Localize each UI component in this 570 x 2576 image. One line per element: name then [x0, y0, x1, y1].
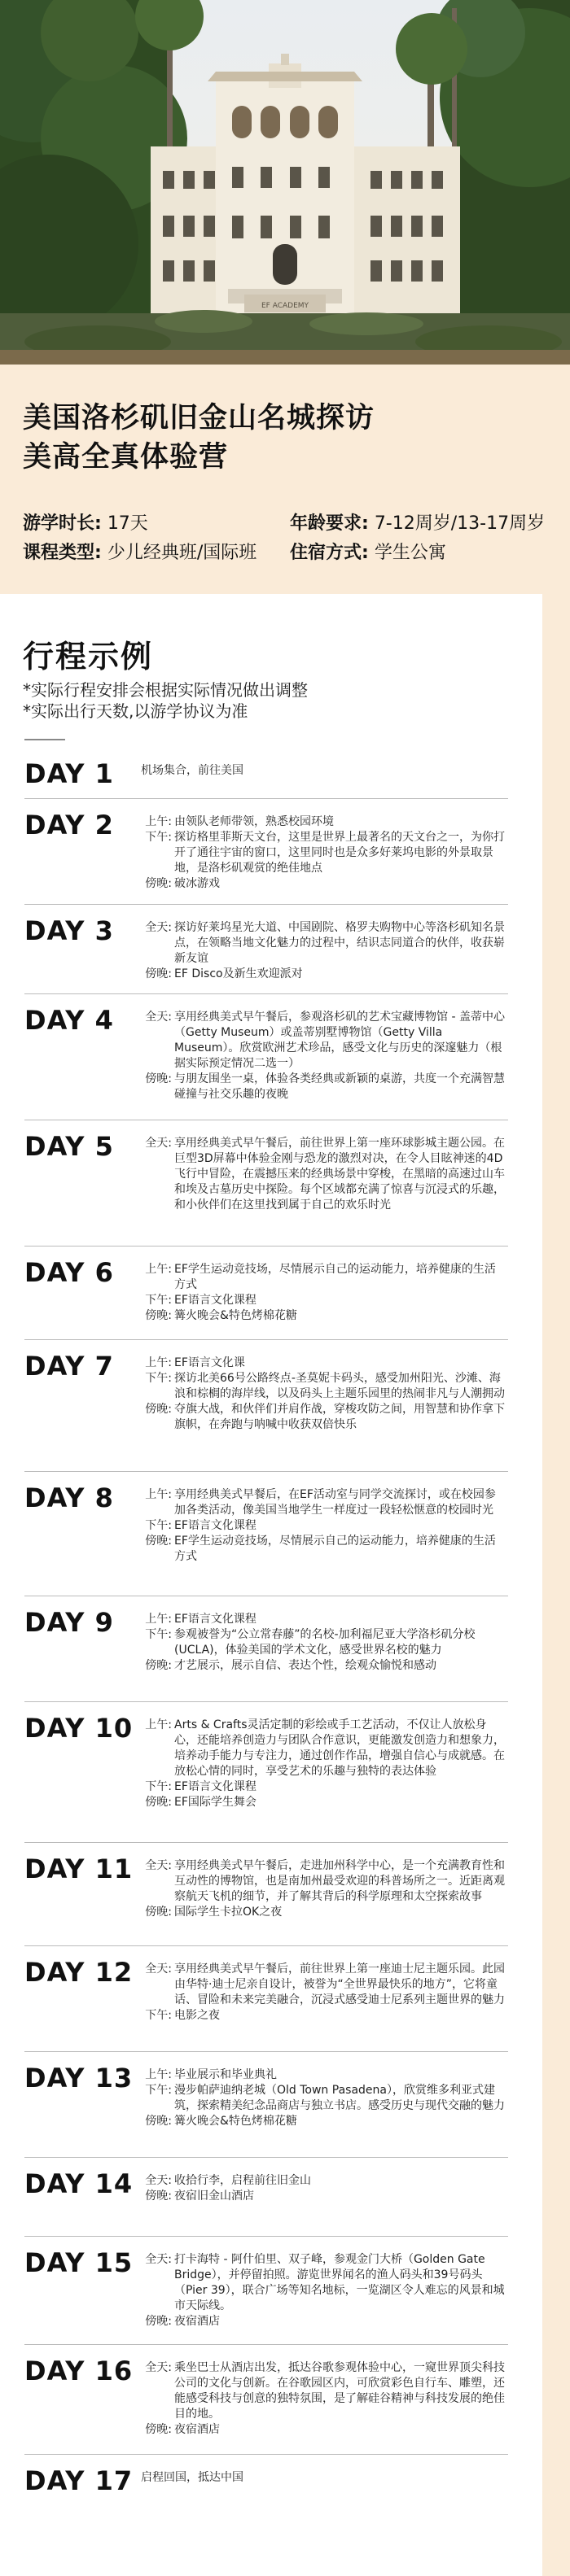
schedule-row [138, 1072, 505, 1102]
day-schedule [138, 1262, 505, 1324]
activity-text: Arts & Crafts灵活定制的彩绘或手工艺活动，不仅让人放松身心，还能培养创造力与团队合作意识，更能激发创造力和想象力，培养动手能力与专注力，通过创作作品，增强自信心与成就感。在放松心情的同时，享受艺术的乐趣与独特的表达体验 [174, 1718, 505, 1778]
day-schedule [138, 920, 505, 982]
schedule-row [138, 2189, 505, 2204]
time-of-day: 傍晚: [145, 1072, 172, 1085]
schedule-row [138, 814, 505, 830]
time-of-day: 全天: [145, 1137, 172, 1150]
time-of-day: 上午: [145, 1356, 172, 1369]
duration-label: 游学时长: [23, 513, 102, 534]
day-label: DAY 6 [24, 1257, 114, 1288]
time-of-day: 全天: [145, 1011, 172, 1024]
activity-text: 探访格里菲斯天文台，这里是世界上最著名的天文台之一，为你打开了通往宇宙的窗口，这里同时也是众多好莱坞电影的外景取景地，是洛杉矶观赏的绝佳地点 [174, 831, 505, 875]
hero-photo [0, 0, 570, 365]
schedule-row [138, 1779, 505, 1795]
activity-text: 夺旗大战，和伙伴们并肩作战，穿梭攻防之间，用智慧和协作拿下旗帜，在奔跑与呐喊中收获双倍快乐 [174, 1403, 505, 1431]
itinerary-note: *实际行程安排会根据实际情况做出调整 [23, 680, 308, 700]
activity-text: EF语言文化课程 [174, 1294, 256, 1307]
time-of-day: 傍晚: [145, 1535, 172, 1548]
activity-text: 乘坐巴士从酒店出发，抵达谷歌参观体验中心，一窥世界顶尖科技公司的文化与创新。在谷歌园区内，可欣赏彩色自行车、雕塑，还能感受科技与创意的独特氛围，是了解硅谷精神与科技发展的绝佳目的地。 [174, 2361, 505, 2421]
schedule-row [138, 830, 505, 876]
day-divider [24, 1246, 508, 1247]
day-divider [24, 2051, 508, 2052]
activity-text: EF语言文化课程 [174, 1613, 256, 1626]
course-value: 少儿经典班/国际班 [107, 543, 257, 563]
day-label: DAY 8 [24, 1482, 114, 1513]
time-of-day: 全天: [145, 2174, 172, 2187]
activity-text: 探访好莱坞星光大道、中国剧院、格罗夫购物中心等洛杉矶知名景点，在领略当地文化魅力的过程中，结识志同道合的伙伴，收获崭新友谊 [174, 921, 505, 965]
schedule-row [138, 1858, 505, 1905]
day-label: DAY 9 [24, 1607, 114, 1638]
day-schedule [138, 1010, 505, 1102]
schedule-row [138, 2114, 505, 2129]
activity-text: 探访北美66号公路终点-圣莫妮卡码头，感受加州阳光、沙滩、海浪和棕榈的海岸线，以及码头上主题乐园里的热闹非凡与人潮拥动 [174, 1372, 505, 1400]
schedule-row [138, 1534, 505, 1565]
itinerary-title: 行程示例 [23, 639, 154, 675]
activity-text: 享用经典美式早午餐后，前往世界上第一座环球影城主题公园。在巨型3D屏幕中体验金刚与恐龙的激烈对决，在令人目眩神迷的4D飞行中冒险，在震撼压来的经典场景中穿梭，在黑暗的高速过山车和埃及古墓历史中探险。每个区域都充满了惊喜与沉浸式的乐趣，和小伙伴们在这里找到属于自己的欢乐时光 [174, 1137, 505, 1212]
time-of-day: 傍晚: [145, 1309, 172, 1322]
time-of-day: 傍晚: [145, 967, 172, 980]
activity-text: 篝火晚会&特色烤棉花糖 [174, 2115, 297, 2128]
day-label: DAY 11 [24, 1853, 134, 1884]
schedule-row [138, 2252, 505, 2314]
itinerary-note: *实际出行天数,以游学协议为准 [23, 701, 248, 721]
activity-text: 启程回国，抵达中国 [141, 2471, 243, 2484]
activity-text: 享用经典美式早午餐后，参观洛杉矶的艺术宝藏博物馆 - 盖蒂中心（Getty Museum）或盖蒂别墅博物馆（Getty Villa Museum）。欣赏欧洲艺术珍品，感受文化与历史的深邃魅力（根据实际预定情况二选一） [174, 1011, 505, 1070]
schedule-row [138, 2173, 505, 2189]
day-divider [24, 1339, 508, 1340]
activity-text: 篝火晚会&特色烤棉花糖 [174, 1309, 297, 1322]
time-of-day: 全天: [145, 2253, 172, 2266]
activity-text: EF语言文化课 [174, 1356, 245, 1369]
program-title [23, 399, 375, 477]
time-of-day: 上午: [145, 2068, 172, 2081]
schedule-row [138, 1402, 505, 1433]
day-label: DAY 5 [24, 1131, 114, 1162]
activity-text: 参观被誉为“公立常春藤”的名校-加利福尼亚大学洛杉矶分校(UCLA)，体验美国的学术文化，感受世界名校的魅力 [174, 1628, 476, 1657]
activity-text: 收拾行李，启程前往旧金山 [174, 2174, 311, 2187]
schedule-row [138, 1905, 505, 1920]
activity-text: 毕业展示和毕业典礼 [174, 2068, 277, 2081]
duration-value: 17天 [107, 513, 148, 534]
activity-text: 才艺展示，展示自信、表达个性，绘观众愉悦和感动 [174, 1659, 436, 1672]
activity-text: 机场集合，前往美国 [141, 764, 243, 777]
schedule-row [138, 2083, 505, 2114]
time-of-day: 全天: [145, 2361, 172, 2374]
schedule-row [138, 2314, 505, 2329]
day-divider [24, 2454, 508, 2455]
day-divider [24, 798, 508, 799]
day-schedule [138, 1136, 505, 1213]
day-divider [24, 2157, 508, 2158]
activity-text: 破冰游戏 [174, 877, 220, 890]
activity-text: 享用经典美式早餐后，在EF活动室与同学交流探讨，或在校园参加各类活动，像美国当地学生一样度过一段轻松惬意的校园时光 [174, 1488, 496, 1517]
day-divider [24, 1842, 508, 1843]
day-label: DAY 4 [24, 1005, 114, 1036]
activity-text: 由领队老师带领，熟悉校园环境 [174, 815, 334, 828]
activity-text: EF学生运动竞技场，尽情展示自己的运动能力，培养健康的生活方式 [174, 1263, 496, 1291]
time-of-day: 下午: [145, 2009, 172, 2022]
day-divider [24, 1471, 508, 1472]
stay-value: 学生公寓 [374, 543, 446, 563]
day-schedule [138, 1962, 505, 2024]
day-schedule [138, 1858, 505, 1920]
time-of-day: 傍晚: [145, 877, 172, 890]
schedule-row [138, 1308, 505, 1324]
time-of-day: 上午: [145, 815, 172, 828]
activity-text: 夜宿酒店 [174, 2315, 220, 2328]
schedule-row [138, 1795, 505, 1810]
age-label: 年龄要求: [290, 513, 369, 534]
activity-text: 国际学生卡拉OK之夜 [174, 1906, 283, 1919]
schedule-row [138, 1658, 505, 1674]
time-of-day: 傍晚: [145, 1659, 172, 1672]
day-label: DAY 14 [24, 2168, 134, 2199]
activity-text: 享用经典美式早午餐后，走进加州科学中心，是一个充满教育性和互动性的博物馆，也是南加州最受欢迎的科普场所之一。近距离观察航天飞机的细节，并了解其背后的科学原理和太空探索故事 [174, 1859, 505, 1903]
time-of-day: 傍晚: [145, 1906, 172, 1919]
day-divider [24, 904, 508, 905]
activity-text: 夜宿酒店 [174, 2423, 220, 2436]
time-of-day: 下午: [145, 1628, 172, 1641]
day-schedule [138, 2360, 505, 2438]
time-of-day: 下午: [145, 1294, 172, 1307]
activity-text: EF学生运动竞技场，尽情展示自己的运动能力，培养健康的生活方式 [174, 1535, 496, 1563]
time-of-day: 上午: [145, 1613, 172, 1626]
schedule-row [138, 1718, 505, 1779]
schedule-row [138, 1371, 505, 1402]
day-label: DAY 13 [24, 2063, 134, 2094]
time-of-day: 全天: [145, 921, 172, 934]
day-schedule [138, 2173, 505, 2204]
day-label: DAY 12 [24, 1957, 134, 1988]
time-of-day: 上午: [145, 1488, 172, 1501]
day-label: DAY 17 [24, 2465, 134, 2496]
day-schedule [138, 2470, 505, 2486]
time-of-day: 傍晚: [145, 1403, 172, 1416]
decorative-strip [542, 594, 570, 2576]
day-divider [24, 2236, 508, 2237]
day-schedule [138, 814, 505, 892]
time-of-day: 上午: [145, 1263, 172, 1276]
day-schedule [138, 2067, 505, 2129]
activity-text: EF语言文化课程 [174, 1519, 256, 1532]
activity-text: EF国际学生舞会 [174, 1796, 256, 1809]
time-of-day: 下午: [145, 1372, 172, 1385]
time-of-day: 傍晚: [145, 2315, 172, 2328]
title-line-2: 美高全真体验营 [23, 441, 229, 474]
campus-building-image [0, 0, 570, 365]
day-label: DAY 2 [24, 810, 114, 840]
time-of-day: 傍晚: [145, 1796, 172, 1809]
day-label: DAY 15 [24, 2247, 134, 2278]
schedule-row [138, 2008, 505, 2024]
activity-text: 打卡海特 - 阿什伯里、双子峰，参观金门大桥（Golden Gate Bridge），并停留拍照。游览世界闻名的渔人码头和39号码头（Pier 39），联合广场等知名地标，一览湖区令人难忘的风景和城市天际线。 [174, 2253, 505, 2312]
time-of-day: 傍晚: [145, 2423, 172, 2436]
day-label: DAY 7 [24, 1351, 114, 1382]
activity-text: 漫步帕萨迪纳老城（Old Town Pasadena），欣赏维多利亚式建筑，探索精美纪念品商店与独立书店。感受历史与现代交融的魅力 [174, 2084, 505, 2112]
day-divider [24, 2344, 508, 2345]
day-label: DAY 1 [24, 758, 114, 789]
schedule-row [138, 1487, 505, 1518]
day-schedule [138, 1612, 505, 1674]
activity-text: 夜宿旧金山酒店 [174, 2190, 254, 2203]
day-schedule [138, 1356, 505, 1433]
schedule-row [138, 1262, 505, 1293]
schedule-row [138, 2422, 505, 2438]
day-label: DAY 10 [24, 1713, 134, 1744]
schedule-row [138, 1612, 505, 1627]
schedule-row [138, 1962, 505, 2008]
time-of-day: 上午: [145, 1718, 172, 1731]
course-label: 课程类型: [23, 543, 102, 563]
schedule-row [138, 1518, 505, 1534]
activity-text: EF语言文化课程 [174, 1780, 256, 1793]
age-value: 7-12周岁/13-17周岁 [374, 513, 546, 534]
schedule-row [138, 920, 505, 967]
building-plaque: EF ACADEMY [261, 302, 309, 310]
day-schedule [138, 1487, 505, 1565]
schedule-row [138, 967, 505, 982]
info-age [290, 509, 545, 535]
day-schedule [138, 763, 505, 779]
activity-text: 电影之夜 [174, 2009, 220, 2022]
day-divider [24, 1701, 508, 1702]
time-of-day: 下午: [145, 831, 172, 844]
schedule-row [138, 2067, 505, 2083]
info-duration [23, 509, 148, 535]
divider [24, 739, 65, 740]
activity-text: EF Disco及新生欢迎派对 [174, 967, 303, 980]
time-of-day: 下午: [145, 1519, 172, 1532]
time-of-day: 傍晚: [145, 2190, 172, 2203]
schedule-row [138, 876, 505, 892]
info-stay [290, 539, 446, 564]
title-band [0, 365, 570, 594]
schedule-row [138, 1293, 505, 1308]
day-divider [24, 1945, 508, 1946]
stay-label: 住宿方式: [290, 543, 369, 563]
schedule-row [138, 2360, 505, 2422]
day-schedule [138, 2252, 505, 2329]
title-line-1: 美国洛杉矶旧金山名城探访 [23, 402, 375, 434]
schedule-row [138, 1136, 505, 1213]
time-of-day: 下午: [145, 1780, 172, 1793]
day-label: DAY 16 [24, 2356, 134, 2386]
time-of-day: 全天: [145, 1859, 172, 1872]
schedule-row [138, 763, 505, 779]
activity-text: 享用经典美式早午餐后，前往世界上第一座迪士尼主题乐园。此园由华特·迪士尼亲自设计，被誉为“全世界最快乐的地方”，它将童话、冒险和未来完美融合，沉浸式感受迪士尼系列主题世界的魅力 [174, 1963, 505, 2006]
info-course [23, 539, 256, 564]
schedule-row [138, 1627, 505, 1658]
time-of-day: 全天: [145, 1963, 172, 1976]
activity-text: 与朋友围坐一桌，体验各类经典或新颖的桌游，共度一个充满智慧碰撞与社交乐趣的夜晚 [174, 1072, 505, 1101]
time-of-day: 傍晚: [145, 2115, 172, 2128]
schedule-row [138, 1356, 505, 1371]
schedule-row [138, 1010, 505, 1072]
day-divider [24, 993, 508, 994]
schedule-row [138, 2470, 505, 2486]
day-label: DAY 3 [24, 915, 114, 946]
time-of-day: 下午: [145, 2084, 172, 2097]
day-schedule [138, 1718, 505, 1810]
